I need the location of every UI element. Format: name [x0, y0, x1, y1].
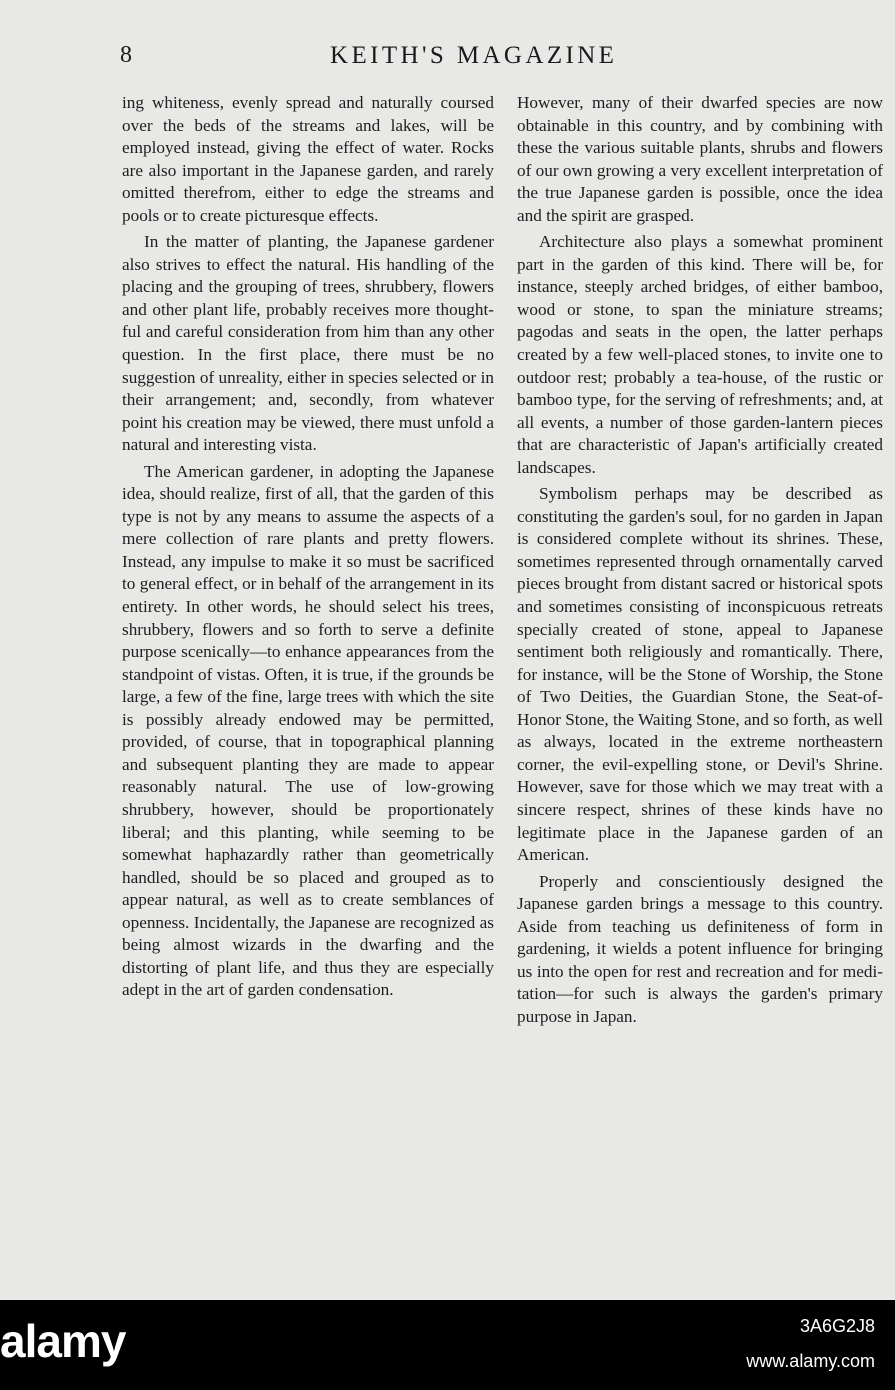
- page-number: 8: [120, 42, 133, 68]
- right-column: [517, 92, 883, 1032]
- left-column: [122, 92, 494, 1006]
- body-paragraph: Properly and conscientiously designed the Japanese garden brings a message to this country. Aside from teaching us definiteness of form in gardening, it wields a potent influence for bringing us into the open for rest and recreation and for meditation—for such is always the garden's primary purpose in Japan.: [517, 871, 883, 1026]
- page-header: [0, 40, 895, 80]
- watermark-image-id: 3A6G2J8: [799, 1316, 875, 1336]
- watermark-url: www.alamy.com: [746, 1351, 875, 1371]
- body-paragraph: The American gardener, in adopting the Japanese idea, should realize, first of all, that the garden of this type is not by any means to assume the aspects of a mere collection of rare plants and pretty flowers. Instead, any impulse to make it so must be sacrificed to general effect, or in behalf of the arrangement in its entirety. In other words, he should select his trees, shrubbery, flowers and so forth to serve a definite purpose scenically—to enhance appearances from the standpoint of vistas. Often, it is true, if the grounds be large, a few of the fine, large trees with which the site is possibly already endowed may be permitted, provided, of course, that in topographical planning and subsequent planting they are made to appear reasonably natural. The use of low-growing shrubbery, however, should be proportionately liberal; and this planting, while seeming to be somewhat haphazardly rather than geometrically handled, should be so placed and grouped as to appear natural, as well as to create semblances of openness. Incidentally, the Japanese are recognized as being almost wizards in the dwarfing and the distorting of plant life, and thus they are especially adept in the art of garden condensation.: [122, 461, 494, 1000]
- body-paragraph: ing whiteness, evenly spread and naturally coursed over the beds of the streams and lakes, will be employed instead, giving the effect of water. Rocks are also important in the Japanese garden, and rarely omitted therefrom, either to edge the streams and pools or to create picturesque effects.: [122, 93, 494, 225]
- body-paragraph: In the matter of planting, the Japanese gardener also strives to effect the natural. His handling of the placing and the grouping of trees, shrubbery, flowers and other plant life, probably receives more thoughtful and careful consideration from him than any other question. In the first place, there must be no suggestion of unreality, either in species selected or in their arrangement; and, secondly, from whatever point his creation may be viewed, there must unfold a natural and interesting vista.: [122, 232, 494, 455]
- body-paragraph: However, many of their dwarfed species are now obtainable in this country, and by combining with these the various suitable plants, shrubs and flowers of our own growing a very excellent interpretation of the true Japanese garden is possible, once the idea and the spirit are grasped.: [517, 93, 883, 225]
- watermark-logo: alamy: [0, 1315, 126, 1367]
- body-paragraph: Symbolism perhaps may be described as constituting the garden's soul, for no garden in Japan is considered complete without its shrines. These, sometimes represented through ornamentally carved pieces brought from distant sacred or historical spots and sometimes consisting of inconspicuous retreats specially created of stone, appeal to Japanese sentiment both religiously and romantically. There, for instance, will be the Stone of Worship, the Stone of Two Deities, the Guardian Stone, the Seat-of-Honor Stone, the Waiting Stone, and so forth, as well as always, located in the extreme northeastern corner, the evil-expelling stone, or Devil's Shrine. However, save for those which we may treat with a sincere respect, shrines of these kinds have no legitimate place in the Japanese garden of an American.: [517, 484, 883, 865]
- body-paragraph: Architecture also plays a somewhat prominent part in the garden of this kind. There will be, for instance, steeply arched bridges, of either bamboo, wood or stone, to span the miniature streams; pagodas and seats in the open, the latter perhaps created by a few well-placed stones, to invite one to outdoor rest; probably a tea-house, of the rustic or bamboo type, for the serving of refreshments; and, at all events, a number of those garden-lantern pieces that are characteristic of Japan's artificially created landscapes.: [517, 232, 883, 477]
- watermark-bar: [0, 1300, 895, 1390]
- running-title: KEITH'S MAGAZINE: [330, 42, 618, 69]
